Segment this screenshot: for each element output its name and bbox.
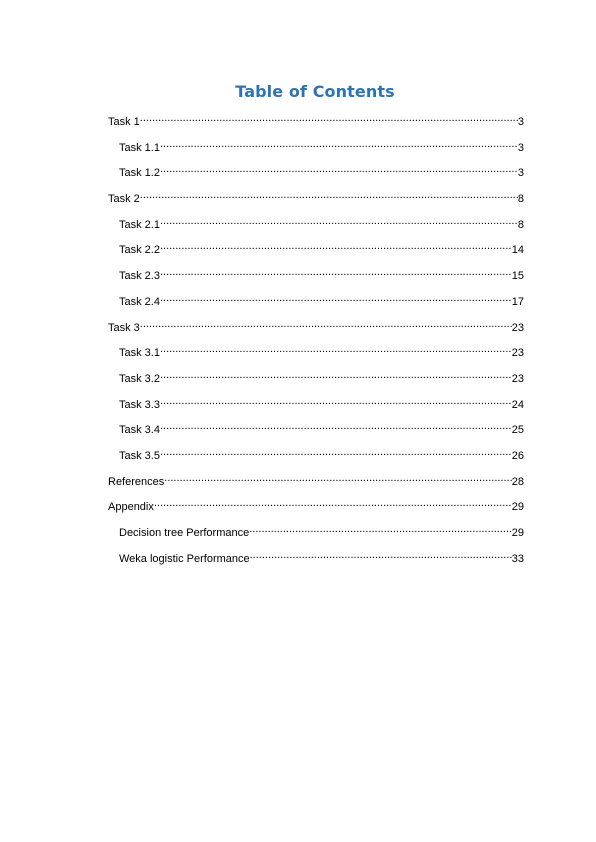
toc-entry-label: Task 3.1	[119, 347, 160, 360]
toc-dot-leader	[160, 342, 512, 356]
toc-dot-leader	[140, 111, 518, 125]
toc-entry-label: Task 2.3	[119, 270, 160, 283]
toc-entry[interactable]	[108, 239, 524, 265]
toc-entry[interactable]	[108, 394, 524, 420]
toc-dot-leader	[140, 317, 512, 331]
toc-title: Table of Contents	[235, 82, 395, 101]
toc-entry-page: 14	[511, 244, 524, 257]
toc-entry-page: 26	[511, 449, 524, 462]
toc-entry-page: 3	[517, 167, 524, 180]
toc-entry-page: 3	[517, 116, 524, 128]
toc-entry-label: Task 2.1	[119, 218, 160, 231]
toc-entry-page: 29	[511, 501, 524, 514]
toc-entry-label: Weka logistic Performance	[119, 552, 250, 565]
toc-entry-page: 8	[517, 218, 524, 231]
toc-entry-page: 28	[511, 475, 524, 488]
toc-entry-page: 23	[511, 321, 524, 334]
toc-entry[interactable]	[108, 291, 524, 317]
toc-entry-label: Appendix	[108, 501, 154, 514]
toc-entry-label: Task 2.4	[119, 295, 160, 308]
toc-dot-leader	[250, 548, 512, 562]
toc-dot-leader	[249, 522, 512, 536]
toc-entry-label: Task 3.3	[119, 398, 160, 411]
toc-entry-label: Task 3.5	[119, 449, 160, 462]
toc-list	[108, 111, 524, 573]
toc-entry[interactable]	[108, 445, 524, 471]
toc-entry[interactable]	[108, 111, 524, 137]
toc-entry-label: Task 3	[108, 321, 140, 334]
toc-entry-page: 29	[511, 527, 524, 539]
toc-entry[interactable]	[108, 522, 524, 548]
toc-entry[interactable]	[108, 214, 524, 240]
toc-dot-leader	[160, 368, 512, 382]
toc-entry-label: Task 3.4	[119, 424, 160, 437]
toc-entry[interactable]	[108, 368, 524, 394]
toc-entry-page: 33	[511, 552, 524, 565]
toc-dot-leader	[160, 239, 512, 253]
toc-dot-leader	[160, 137, 518, 151]
toc-entry-label: Task 2	[108, 193, 140, 206]
toc-entry-page: 3	[517, 141, 524, 154]
toc-entry-page: 23	[511, 372, 524, 385]
toc-dot-leader	[154, 496, 512, 510]
toc-entry-label: Task 1.2	[119, 167, 160, 180]
toc-entry-label: Task 1.1	[119, 141, 160, 154]
toc-entry-page: 23	[511, 347, 524, 360]
toc-entry-page: 15	[511, 270, 524, 283]
toc-entry-page: 17	[511, 295, 524, 308]
toc-entry[interactable]	[108, 342, 524, 368]
toc-entry-label: Task 2.2	[119, 244, 160, 257]
toc-entry-label: Decision tree Performance	[119, 527, 250, 539]
toc-entry-label: References	[108, 475, 165, 488]
toc-entry[interactable]	[108, 265, 524, 291]
toc-dot-leader	[160, 162, 518, 176]
toc-entry[interactable]	[108, 137, 524, 163]
toc-dot-leader	[160, 394, 512, 408]
toc-entry-page: 24	[511, 398, 524, 411]
toc-entry[interactable]	[108, 188, 524, 214]
toc-dot-leader	[160, 291, 512, 305]
toc-entry[interactable]	[108, 419, 524, 445]
toc-dot-leader	[164, 471, 511, 485]
toc-entry-page: 8	[517, 193, 524, 206]
toc-entry[interactable]	[108, 496, 524, 522]
toc-dot-leader	[160, 419, 512, 433]
toc-entry-page: 25	[511, 424, 524, 437]
toc-entry[interactable]	[108, 162, 524, 188]
toc-entry-label: Task 1	[108, 116, 140, 128]
toc-dot-leader	[160, 265, 512, 279]
toc-dot-leader	[160, 445, 512, 459]
toc-dot-leader	[160, 214, 518, 228]
toc-dot-leader	[140, 188, 518, 202]
toc-entry[interactable]	[108, 548, 524, 574]
toc-entry[interactable]	[108, 471, 524, 497]
toc-entry[interactable]	[108, 317, 524, 343]
toc-entry-label: Task 3.2	[119, 372, 160, 385]
